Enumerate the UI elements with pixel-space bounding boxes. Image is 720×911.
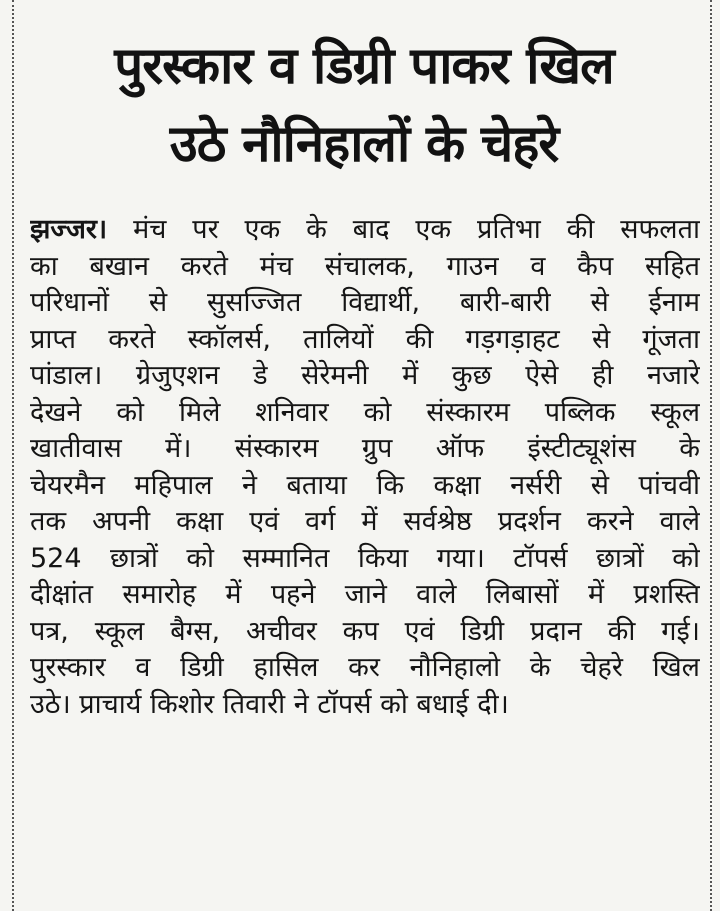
article-line-1 — [30, 212, 700, 249]
headline-line-1: पुरस्कार व डिग्री पाकर खिल — [114, 37, 614, 96]
article-line-11: दीक्षांत समारोह में पहने जाने वाले लिबासों में प्रशस्ति — [30, 579, 700, 610]
article-line-14: उठे। प्राचार्य किशोर तिवारी ने टॉपर्स को बधाई दी। — [30, 688, 509, 720]
article-line-4: प्राप्त करते स्कॉलर्स, तालियों की गड़गड़ाहट से गूंजता — [30, 323, 700, 355]
dateline: झज्जर। — [30, 214, 108, 245]
article-line-6: देखने को मिले शनिवार को संस्कारम पब्लिक स्कूल — [30, 396, 700, 428]
article-line-12: पत्र, स्कूल बैग्स, अचीवर कप एवं डिग्री प्रदान की गई। — [30, 615, 700, 647]
article-body — [30, 212, 700, 723]
article-line-7: खातीवास में। संस्कारम ग्रुप ऑफ इंस्टीट्यूशंस के — [30, 433, 700, 464]
right-dotted-border — [710, 0, 712, 911]
article-line-2: का बखान करते मंच संचालक, गाउन व कैप सहित — [30, 250, 700, 282]
article-line-5: पांडाल। ग्रेजुएशन डे सेरेमनी में कुछ ऐसे ही नजारे — [30, 360, 700, 391]
article-line-9: तक अपनी कक्षा एवं वर्ग में सर्वश्रेष्ठ प्रदर्शन करने वाले — [30, 506, 700, 537]
left-dotted-border — [12, 0, 14, 911]
article-line-8: चेयरमैन महिपाल ने बताया कि कक्षा नर्सरी से पांचवी — [30, 469, 700, 501]
headline-line-2: उठे नौनिहालों के चेहरे — [169, 115, 559, 174]
article-line-3: परिधानों से सुसज्जित विद्यार्थी, बारी-बारी से ईनाम — [30, 287, 700, 318]
article-line-1-text: मंच पर एक के बाद एक प्रतिभा की सफलता — [107, 214, 700, 245]
headline — [24, 28, 704, 184]
article-line-13: पुरस्कार व डिग्री हासिल कर नौनिहालो के चेहरे खिल — [30, 652, 700, 683]
article-line-10: 524 छात्रों को सम्मानित किया गया। टॉपर्स छात्रों को — [30, 542, 700, 574]
